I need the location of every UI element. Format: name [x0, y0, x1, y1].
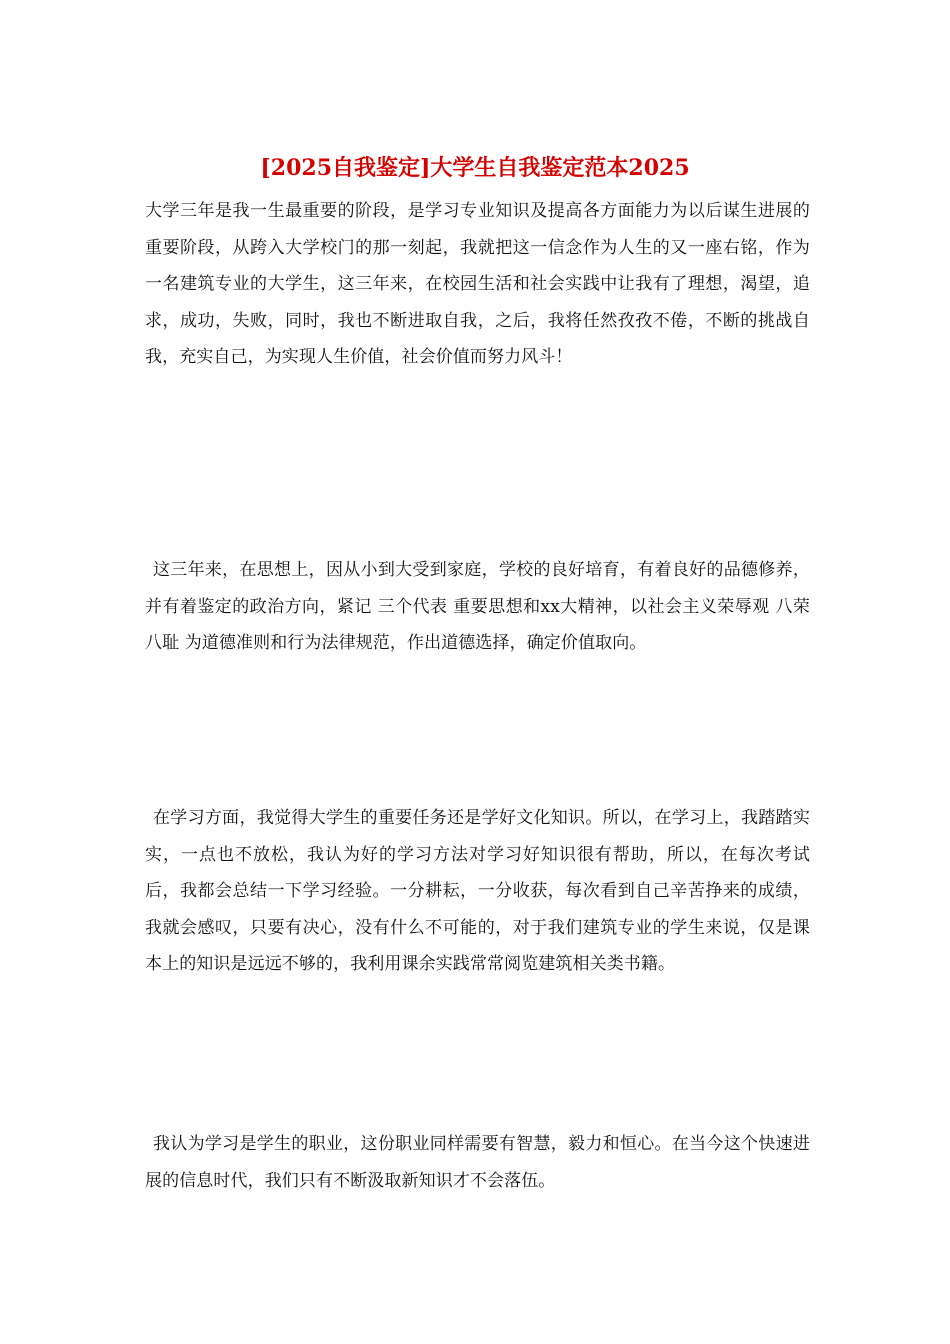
paragraph-study: 在学习方面，我觉得大学生的重要任务还是学好文化知识。所以，在学习上，我踏踏实实，一点也不放松，我认为好的学习方法对学习好知识很有帮助，所以，在每次考试后，我都会总结一下学习经验。一分耕耘，一分收获，每次看到自己辛苦挣来的成绩，我就会感叹，只要有决心，没有什么不可能的，对于我们建筑专业的学生来说，仅是课本上的知识是远远不够的，我利用课余实践常常阅览建筑相关类书籍。 — [145, 808, 810, 975]
paragraph-intro: 大学三年是我一生最重要的阶段，是学习专业知识及提高各方面能力为以后谋生进展的重要阶段，从跨入大学校门的那一刻起，我就把这一信念作为人生的又一座右铭，作为一名建筑专业的大学生，这三年来，在校园生活和社会实践中让我有了理想，渴望，追求，成功，失败，同时，我也不断进取自我，之后，我将任然孜孜不倦，不断的挑战自我，充实自己，为实现人生价值，社会价值而努力风斗！ — [145, 201, 810, 368]
paragraph-thought: 这三年来，在思想上，因从小到大受到家庭，学校的良好培育，有着良好的品德修养，并有着鉴定的政治方向，紧记 三个代表 重要思想和xx大精神，以社会主义荣辱观 八荣八耻 为道德准则和行为法律规范，作出道德选择，确定价值取向。 — [145, 560, 810, 654]
paragraph-learning-career: 我认为学习是学生的职业，这份职业同样需要有智慧，毅力和恒心。在当今这个快速进展的信息时代，我们只有不断汲取新知识才不会落伍。 — [145, 1134, 810, 1191]
document-title: [2025自我鉴定]大学生自我鉴定范本2025 — [260, 155, 690, 181]
